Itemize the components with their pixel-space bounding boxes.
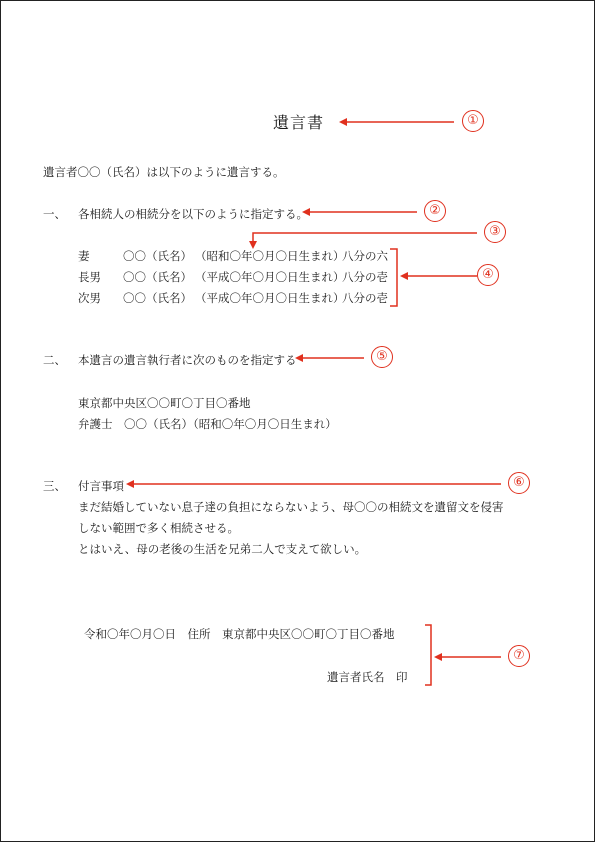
heir-relation: 長男 bbox=[78, 270, 101, 284]
intro-text: 遺言者〇〇（氏名）は以下のように遺言する。 bbox=[43, 165, 285, 179]
heir-name: 〇〇（氏名） bbox=[123, 270, 192, 284]
section2-marker: 二、 bbox=[43, 353, 66, 367]
heir-name: 〇〇（氏名） bbox=[123, 249, 192, 263]
annotation-label-3: ③ bbox=[484, 221, 506, 243]
date-address: 令和〇年〇月〇日 住所 東京都中央区〇〇町〇丁目〇番地 bbox=[84, 627, 395, 641]
arrow-3 bbox=[253, 233, 477, 247]
heir-birth: （平成〇年〇月〇日生まれ） bbox=[195, 270, 345, 284]
heir-birth: （平成〇年〇月〇日生まれ） bbox=[195, 291, 345, 305]
document-title: 遺言書 bbox=[273, 113, 325, 132]
heir-relation: 次男 bbox=[78, 291, 101, 305]
annotation-label-4: ④ bbox=[477, 264, 499, 286]
heir-share: 八分の壱 bbox=[342, 270, 388, 284]
heir-share: 八分の壱 bbox=[342, 291, 388, 305]
supplementary-line: まだ結婚していない息子達の負担にならないよう、母〇〇の相続文を遺留文を侵害 bbox=[78, 500, 504, 514]
bracket-4 bbox=[390, 249, 397, 306]
executor-name: 弁護士 〇〇（氏名）（昭和〇年〇月〇日生まれ） bbox=[78, 417, 337, 431]
annotation-label-2: ② bbox=[424, 200, 446, 222]
executor-address: 東京都中央区〇〇町〇丁目〇番地 bbox=[78, 396, 251, 410]
heir-relation: 妻 bbox=[78, 249, 90, 263]
supplementary-line: とはいえ、母の老後の生活を兄弟二人で支えて欲しい。 bbox=[78, 542, 367, 556]
annotation-label-5: ⑤ bbox=[371, 346, 393, 368]
annotation-label-6: ⑥ bbox=[508, 472, 530, 494]
section2-heading: 本遺言の遺言執行者に次のものを指定する bbox=[78, 353, 297, 367]
section3-marker: 三、 bbox=[43, 479, 66, 493]
annotation-overlay bbox=[1, 1, 594, 841]
annotation-label-1: ① bbox=[462, 110, 484, 132]
heir-share: 八分の六 bbox=[342, 249, 388, 263]
section1-marker: 一、 bbox=[43, 207, 66, 221]
supplementary-line: しない範囲で多く相続させる。 bbox=[78, 521, 239, 535]
bracket-7 bbox=[425, 625, 431, 685]
heir-name: 〇〇（氏名） bbox=[123, 291, 192, 305]
section1-heading: 各相続人の相続分を以下のように指定する。 bbox=[78, 207, 308, 221]
section3-heading: 付言事項 bbox=[78, 479, 124, 493]
heir-birth: （昭和〇年〇月〇日生まれ） bbox=[195, 249, 345, 263]
signature-seal: 遺言者氏名 印 bbox=[327, 670, 408, 684]
annotation-label-7: ⑦ bbox=[508, 645, 530, 667]
